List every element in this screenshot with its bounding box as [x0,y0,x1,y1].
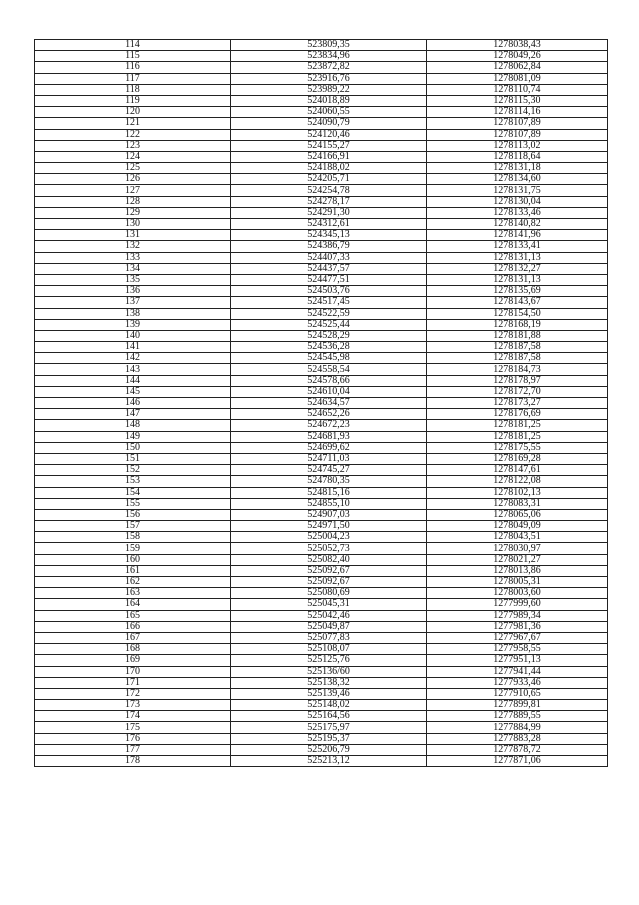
x-coordinate-cell: 524699,62 [231,442,427,453]
point-number-cell: 130 [35,219,231,230]
point-number-cell: 122 [35,129,231,140]
y-coordinate-cell: 1278147,61 [427,465,608,476]
point-number-cell: 153 [35,476,231,487]
x-coordinate-cell: 524278,17 [231,196,427,207]
table-row [35,286,608,297]
y-coordinate-cell: 1278107,89 [427,118,608,129]
x-coordinate-cell: 524407,33 [231,252,427,263]
x-coordinate-cell: 523834,96 [231,51,427,62]
x-coordinate-cell: 524345,13 [231,230,427,241]
x-coordinate-cell: 525092,67 [231,565,427,576]
y-coordinate-cell: 1277889,55 [427,711,608,722]
y-coordinate-cell: 1278181,25 [427,420,608,431]
table-row [35,185,608,196]
y-coordinate-cell: 1278154,50 [427,308,608,319]
table-row [35,330,608,341]
point-number-cell: 140 [35,330,231,341]
y-coordinate-cell: 1277878,72 [427,744,608,755]
point-number-cell: 150 [35,442,231,453]
table-row [35,174,608,185]
point-number-cell: 119 [35,95,231,106]
point-number-cell: 116 [35,62,231,73]
point-number-cell: 149 [35,431,231,442]
table-row [35,219,608,230]
point-number-cell: 147 [35,409,231,420]
point-number-cell: 123 [35,140,231,151]
x-coordinate-cell: 524711,03 [231,453,427,464]
y-coordinate-cell: 1278131,18 [427,163,608,174]
point-number-cell: 137 [35,297,231,308]
x-coordinate-cell: 523916,76 [231,73,427,84]
point-number-cell: 115 [35,51,231,62]
x-coordinate-cell: 525092,67 [231,577,427,588]
table-row [35,297,608,308]
table-row [35,644,608,655]
table-row [35,632,608,643]
x-coordinate-cell: 525139,46 [231,688,427,699]
point-number-cell: 114 [35,40,231,51]
table-row [35,577,608,588]
x-coordinate-cell: 524477,51 [231,274,427,285]
table-row [35,744,608,755]
table-row [35,677,608,688]
table-row [35,84,608,95]
x-coordinate-cell: 524855,10 [231,498,427,509]
table-row [35,140,608,151]
table-row [35,521,608,532]
point-number-cell: 135 [35,274,231,285]
y-coordinate-cell: 1278172,70 [427,386,608,397]
point-number-cell: 139 [35,319,231,330]
point-number-cell: 118 [35,84,231,95]
x-coordinate-cell: 524815,16 [231,487,427,498]
table-row [35,386,608,397]
point-number-cell: 124 [35,151,231,162]
point-number-cell: 157 [35,521,231,532]
x-coordinate-cell: 525175,97 [231,722,427,733]
point-number-cell: 177 [35,744,231,755]
table-row [35,532,608,543]
y-coordinate-cell: 1277967,67 [427,632,608,643]
x-coordinate-cell: 524291,30 [231,207,427,218]
coordinates-table-body [35,40,608,767]
table-row [35,252,608,263]
x-coordinate-cell: 524672,23 [231,420,427,431]
y-coordinate-cell: 1277883,28 [427,733,608,744]
table-row [35,319,608,330]
point-number-cell: 175 [35,722,231,733]
x-coordinate-cell: 525045,31 [231,599,427,610]
y-coordinate-cell: 1278134,60 [427,174,608,185]
y-coordinate-cell: 1277981,36 [427,621,608,632]
x-coordinate-cell: 524545,98 [231,353,427,364]
x-coordinate-cell: 524517,45 [231,297,427,308]
y-coordinate-cell: 1278140,82 [427,219,608,230]
table-row [35,107,608,118]
x-coordinate-cell: 525136/60 [231,666,427,677]
y-coordinate-cell: 1278030,97 [427,543,608,554]
table-row [35,241,608,252]
table-row [35,207,608,218]
table-row [35,554,608,565]
y-coordinate-cell: 1278168,19 [427,319,608,330]
x-coordinate-cell: 524681,93 [231,431,427,442]
x-coordinate-cell: 525042,46 [231,610,427,621]
y-coordinate-cell: 1278021,27 [427,554,608,565]
table-row [35,722,608,733]
y-coordinate-cell: 1278133,46 [427,207,608,218]
table-row [35,756,608,767]
y-coordinate-cell: 1278132,27 [427,263,608,274]
point-number-cell: 154 [35,487,231,498]
y-coordinate-cell: 1277899,81 [427,700,608,711]
point-number-cell: 148 [35,420,231,431]
point-number-cell: 121 [35,118,231,129]
x-coordinate-cell: 524522,59 [231,308,427,319]
x-coordinate-cell: 525052,73 [231,543,427,554]
x-coordinate-cell: 524386,79 [231,241,427,252]
y-coordinate-cell: 1278135,69 [427,286,608,297]
point-number-cell: 164 [35,599,231,610]
point-number-cell: 160 [35,554,231,565]
point-number-cell: 178 [35,756,231,767]
y-coordinate-cell: 1277941,44 [427,666,608,677]
point-number-cell: 172 [35,688,231,699]
x-coordinate-cell: 524254,78 [231,185,427,196]
y-coordinate-cell: 1277989,34 [427,610,608,621]
x-coordinate-cell: 523872,82 [231,62,427,73]
table-row [35,51,608,62]
x-coordinate-cell: 524610,04 [231,386,427,397]
table-row [35,163,608,174]
x-coordinate-cell: 524536,28 [231,342,427,353]
point-number-cell: 145 [35,386,231,397]
x-coordinate-cell: 525108,07 [231,644,427,655]
table-row [35,230,608,241]
point-number-cell: 165 [35,610,231,621]
x-coordinate-cell: 524503,76 [231,286,427,297]
y-coordinate-cell: 1277871,06 [427,756,608,767]
x-coordinate-cell: 523989,22 [231,84,427,95]
y-coordinate-cell: 1278187,58 [427,353,608,364]
y-coordinate-cell: 1278176,69 [427,409,608,420]
table-row [35,688,608,699]
x-coordinate-cell: 525138,32 [231,677,427,688]
y-coordinate-cell: 1278184,73 [427,364,608,375]
y-coordinate-cell: 1278110,74 [427,84,608,95]
x-coordinate-cell: 525125,76 [231,655,427,666]
x-coordinate-cell: 525195,37 [231,733,427,744]
table-row [35,95,608,106]
x-coordinate-cell: 524971,50 [231,521,427,532]
y-coordinate-cell: 1277958,55 [427,644,608,655]
table-row [35,398,608,409]
y-coordinate-cell: 1278114,16 [427,107,608,118]
y-coordinate-cell: 1278083,31 [427,498,608,509]
point-number-cell: 167 [35,632,231,643]
point-number-cell: 168 [35,644,231,655]
y-coordinate-cell: 1278130,04 [427,196,608,207]
table-row [35,118,608,129]
point-number-cell: 120 [35,107,231,118]
table-row [35,465,608,476]
point-number-cell: 169 [35,655,231,666]
y-coordinate-cell: 1278038,43 [427,40,608,51]
y-coordinate-cell: 1278081,09 [427,73,608,84]
x-coordinate-cell: 524652,26 [231,409,427,420]
y-coordinate-cell: 1278131,13 [427,274,608,285]
point-number-cell: 146 [35,398,231,409]
point-number-cell: 156 [35,509,231,520]
table-row [35,375,608,386]
y-coordinate-cell: 1278113,02 [427,140,608,151]
table-row [35,509,608,520]
table-row [35,621,608,632]
y-coordinate-cell: 1278102,13 [427,487,608,498]
table-row [35,196,608,207]
table-row [35,274,608,285]
table-row [35,62,608,73]
table-row [35,588,608,599]
point-number-cell: 131 [35,230,231,241]
table-row [35,543,608,554]
point-number-cell: 125 [35,163,231,174]
x-coordinate-cell: 525080,69 [231,588,427,599]
y-coordinate-cell: 1278143,67 [427,297,608,308]
x-coordinate-cell: 524090,79 [231,118,427,129]
y-coordinate-cell: 1278131,75 [427,185,608,196]
table-row [35,73,608,84]
x-coordinate-cell: 523809,35 [231,40,427,51]
table-row [35,565,608,576]
table-row [35,442,608,453]
point-number-cell: 142 [35,353,231,364]
x-coordinate-cell: 524634,57 [231,398,427,409]
point-number-cell: 173 [35,700,231,711]
y-coordinate-cell: 1278181,88 [427,330,608,341]
y-coordinate-cell: 1278175,55 [427,442,608,453]
y-coordinate-cell: 1277999,60 [427,599,608,610]
point-number-cell: 144 [35,375,231,386]
x-coordinate-cell: 525148,02 [231,700,427,711]
point-number-cell: 161 [35,565,231,576]
point-number-cell: 129 [35,207,231,218]
x-coordinate-cell: 524188,02 [231,163,427,174]
y-coordinate-cell: 1277951,13 [427,655,608,666]
x-coordinate-cell: 524120,46 [231,129,427,140]
x-coordinate-cell: 524745,27 [231,465,427,476]
x-coordinate-cell: 524018,89 [231,95,427,106]
table-row [35,487,608,498]
point-number-cell: 151 [35,453,231,464]
table-row [35,409,608,420]
y-coordinate-cell: 1278141,96 [427,230,608,241]
point-number-cell: 138 [35,308,231,319]
y-coordinate-cell: 1278187,58 [427,342,608,353]
x-coordinate-cell: 524166,91 [231,151,427,162]
table-row [35,431,608,442]
table-row [35,599,608,610]
table-row [35,655,608,666]
point-number-cell: 141 [35,342,231,353]
table-row [35,40,608,51]
x-coordinate-cell: 524525,44 [231,319,427,330]
y-coordinate-cell: 1278133,41 [427,241,608,252]
table-row [35,733,608,744]
y-coordinate-cell: 1277910,65 [427,688,608,699]
coordinates-table [34,39,608,767]
point-number-cell: 127 [35,185,231,196]
point-number-cell: 132 [35,241,231,252]
point-number-cell: 128 [35,196,231,207]
y-coordinate-cell: 1278013,86 [427,565,608,576]
point-number-cell: 117 [35,73,231,84]
y-coordinate-cell: 1278118,64 [427,151,608,162]
table-row [35,308,608,319]
x-coordinate-cell: 525206,79 [231,744,427,755]
y-coordinate-cell: 1278107,89 [427,129,608,140]
table-row [35,453,608,464]
x-coordinate-cell: 524907,03 [231,509,427,520]
x-coordinate-cell: 524780,35 [231,476,427,487]
x-coordinate-cell: 524060,55 [231,107,427,118]
table-row [35,364,608,375]
table-row [35,353,608,364]
point-number-cell: 163 [35,588,231,599]
y-coordinate-cell: 1277933,46 [427,677,608,688]
point-number-cell: 166 [35,621,231,632]
x-coordinate-cell: 525164,56 [231,711,427,722]
point-number-cell: 159 [35,543,231,554]
point-number-cell: 126 [35,174,231,185]
x-coordinate-cell: 524205,71 [231,174,427,185]
y-coordinate-cell: 1277884,99 [427,722,608,733]
y-coordinate-cell: 1278115,30 [427,95,608,106]
point-number-cell: 152 [35,465,231,476]
point-number-cell: 134 [35,263,231,274]
y-coordinate-cell: 1278122,08 [427,476,608,487]
table-row [35,129,608,140]
y-coordinate-cell: 1278065,06 [427,509,608,520]
y-coordinate-cell: 1278049,26 [427,51,608,62]
table-row [35,711,608,722]
x-coordinate-cell: 525213,12 [231,756,427,767]
point-number-cell: 171 [35,677,231,688]
table-row [35,700,608,711]
y-coordinate-cell: 1278173,27 [427,398,608,409]
table-row [35,476,608,487]
x-coordinate-cell: 524578,66 [231,375,427,386]
point-number-cell: 162 [35,577,231,588]
table-row [35,263,608,274]
point-number-cell: 174 [35,711,231,722]
x-coordinate-cell: 524437,57 [231,263,427,274]
point-number-cell: 136 [35,286,231,297]
y-coordinate-cell: 1278005,31 [427,577,608,588]
table-row [35,342,608,353]
x-coordinate-cell: 524312,61 [231,219,427,230]
x-coordinate-cell: 525004,23 [231,532,427,543]
y-coordinate-cell: 1278003,60 [427,588,608,599]
point-number-cell: 155 [35,498,231,509]
point-number-cell: 158 [35,532,231,543]
x-coordinate-cell: 525077,83 [231,632,427,643]
x-coordinate-cell: 524528,29 [231,330,427,341]
table-row [35,498,608,509]
y-coordinate-cell: 1278178,97 [427,375,608,386]
y-coordinate-cell: 1278131,13 [427,252,608,263]
y-coordinate-cell: 1278181,25 [427,431,608,442]
y-coordinate-cell: 1278049,09 [427,521,608,532]
x-coordinate-cell: 525049,87 [231,621,427,632]
point-number-cell: 133 [35,252,231,263]
table-row [35,420,608,431]
table-row [35,666,608,677]
x-coordinate-cell: 525082,40 [231,554,427,565]
y-coordinate-cell: 1278169,28 [427,453,608,464]
table-row [35,151,608,162]
point-number-cell: 143 [35,364,231,375]
y-coordinate-cell: 1278043,51 [427,532,608,543]
table-row [35,610,608,621]
point-number-cell: 170 [35,666,231,677]
y-coordinate-cell: 1278062,84 [427,62,608,73]
x-coordinate-cell: 524155,27 [231,140,427,151]
x-coordinate-cell: 524558,54 [231,364,427,375]
point-number-cell: 176 [35,733,231,744]
